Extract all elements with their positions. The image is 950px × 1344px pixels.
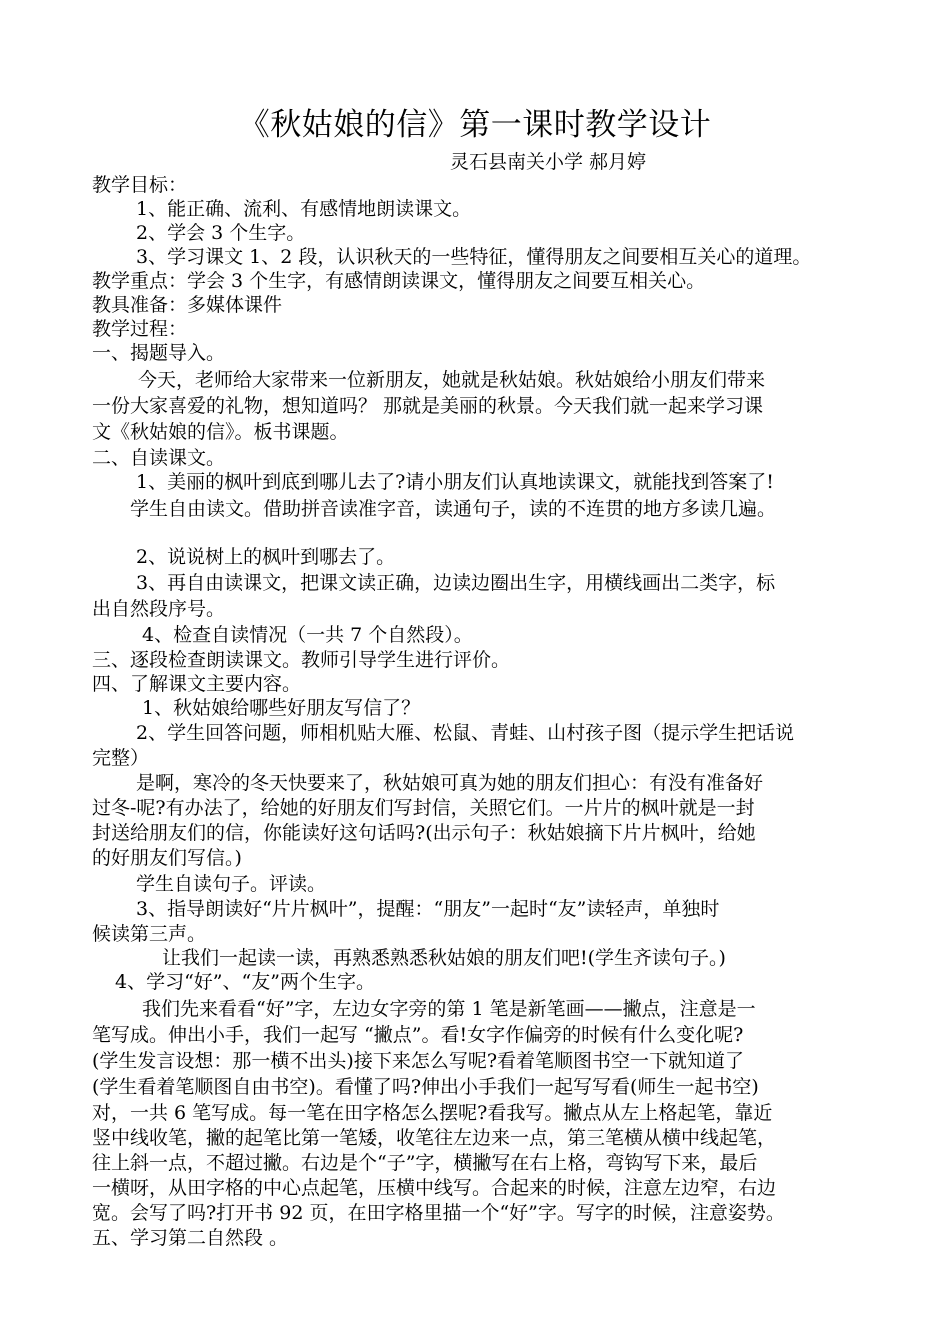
paragraph-line: 4、学习“好”、“友”两个生字。 xyxy=(115,971,375,993)
paragraph-line: 的好朋友们写信。) xyxy=(92,847,242,869)
paragraph-line: 让我们一起读一读，再熟悉熟悉秋姑娘的朋友们吧!(学生齐读句子。) xyxy=(162,947,726,969)
section-4-heading: 四、了解课文主要内容。 xyxy=(92,673,302,695)
paragraph-line: 过冬-呢?有办法了，给她的好朋友们写封信，关照它们。一片片的枫叶就是一封 xyxy=(92,797,755,819)
paragraph-line: 对，一共 6 笔写成。每一笔在田字格怎么摆呢?看我写。撇点从左上格起笔，靠近 xyxy=(92,1102,773,1124)
heading-objectives: 教学目标： xyxy=(92,174,188,196)
paragraph-line: 封送给朋友们的信，你能读好这句话吗?(出示句子：秋姑娘摘下片片枫叶，给她 xyxy=(92,822,756,844)
materials: 教具准备：多媒体课件 xyxy=(92,294,283,316)
paragraph-line: 我们先来看看“好”字，左边女字旁的第 1 笔是新笔画——撇点，注意是一 xyxy=(142,998,756,1020)
objective-2: 2、学会 3 个生字。 xyxy=(136,222,306,244)
paragraph-line: 今天，老师给大家带来一位新朋友，她就是秋姑娘。秋姑娘给小朋友们带来 xyxy=(138,369,766,391)
paragraph-line: 往上斜一点，不超过撇。右边是个“子”字，横撇写在右上格，弯钩写下来，最后 xyxy=(92,1152,758,1174)
paragraph-line: 1、秋姑娘给哪些好朋友写信了？ xyxy=(142,697,421,719)
section-5-heading: 五、学习第二自然段 。 xyxy=(92,1227,289,1249)
paragraph-line: 学生自由读文。借助拼音读准字音，读通句子，读的不连贯的地方多读几遍。 xyxy=(130,498,777,520)
paragraph-line: 一横呀，从田字格的中心点起笔，压横中线写。合起来的时候，注意左边窄，右边 xyxy=(92,1177,777,1199)
author-line: 灵石县南关小学 郝月婷 xyxy=(450,151,647,173)
paragraph-line: 宽。会写了吗?打开书 92 页，在田字格里描一个“好”字。写字的时候，注意姿势。 xyxy=(92,1202,785,1224)
section-1-heading: 一、揭题导入。 xyxy=(92,342,226,364)
paragraph-line: 候读第三声。 xyxy=(92,923,207,945)
section-3-heading: 三、逐段检查朗读课文。教师引导学生进行评价。 xyxy=(92,649,511,671)
document-title: 《秋姑娘的信》第一课时教学设计 xyxy=(238,107,712,143)
objective-1: 1、能正确、流利、有感情地朗读课文。 xyxy=(136,198,472,220)
paragraph-line: 2、说说树上的枫叶到哪去了。 xyxy=(136,546,396,568)
paragraph-line: 3、指导朗读好“片片枫叶”，提醒：“朋友”一起时“友”读轻声，单独时 xyxy=(136,898,720,920)
paragraph-line: 一份大家喜爱的礼物，想知道吗？ 那就是美丽的秋景。今天我们就一起来学习课 xyxy=(92,395,764,417)
paragraph-line: 2、学生回答问题，师相机贴大雁、松鼠、青蛙、山村孩子图（提示学生把话说 xyxy=(136,722,795,744)
paragraph-line: (学生发言设想：那一横不出头)接下来怎么写呢?看着笔顺图书空一下就知道了 xyxy=(92,1050,745,1072)
paragraph-line: 是啊，寒冷的冬天快要来了，秋姑娘可真为她的朋友们担心：有没有准备好 xyxy=(136,772,764,794)
paragraph-line: 学生自读句子。评读。 xyxy=(136,873,327,895)
heading-process: 教学过程： xyxy=(92,318,188,340)
paragraph-line: (学生看着笔顺图自由书空)。看懂了吗?伸出小手我们一起写写看(师生一起书空) xyxy=(92,1076,759,1098)
paragraph-line: 4、检查自读情况（一共 7 个自然段）。 xyxy=(142,624,473,646)
key-points: 教学重点：学会 3 个生字，有感情朗读课文，懂得朋友之间要互相关心。 xyxy=(92,270,706,292)
paragraph-line: 出自然段序号。 xyxy=(92,598,226,620)
paragraph-line: 竖中线收笔，撇的起笔比第一笔矮，收笔往左边来一点，第三笔横从横中线起笔， xyxy=(92,1127,777,1149)
objective-3: 3、学习课文 1、2 段，认识秋天的一些特征，懂得朋友之间要相互关心的道理。 xyxy=(136,246,812,268)
section-2-heading: 二、自读课文。 xyxy=(92,447,226,469)
paragraph-line: 文《秋姑娘的信》。板书课题。 xyxy=(92,421,349,443)
paragraph-line: 笔写成。伸出小手，我们一起写 “撇点”。看!女字作偏旁的时候有什么变化呢? xyxy=(92,1024,744,1046)
paragraph-line: 1、美丽的枫叶到底到哪儿去了?请小朋友们认真地读课文，就能找到答案了! xyxy=(136,471,774,493)
paragraph-line: 完整） xyxy=(92,747,150,769)
paragraph-line: 3、再自由读课文，把课文读正确，边读边圈出生字，用横线画出二类字，标 xyxy=(136,572,776,594)
